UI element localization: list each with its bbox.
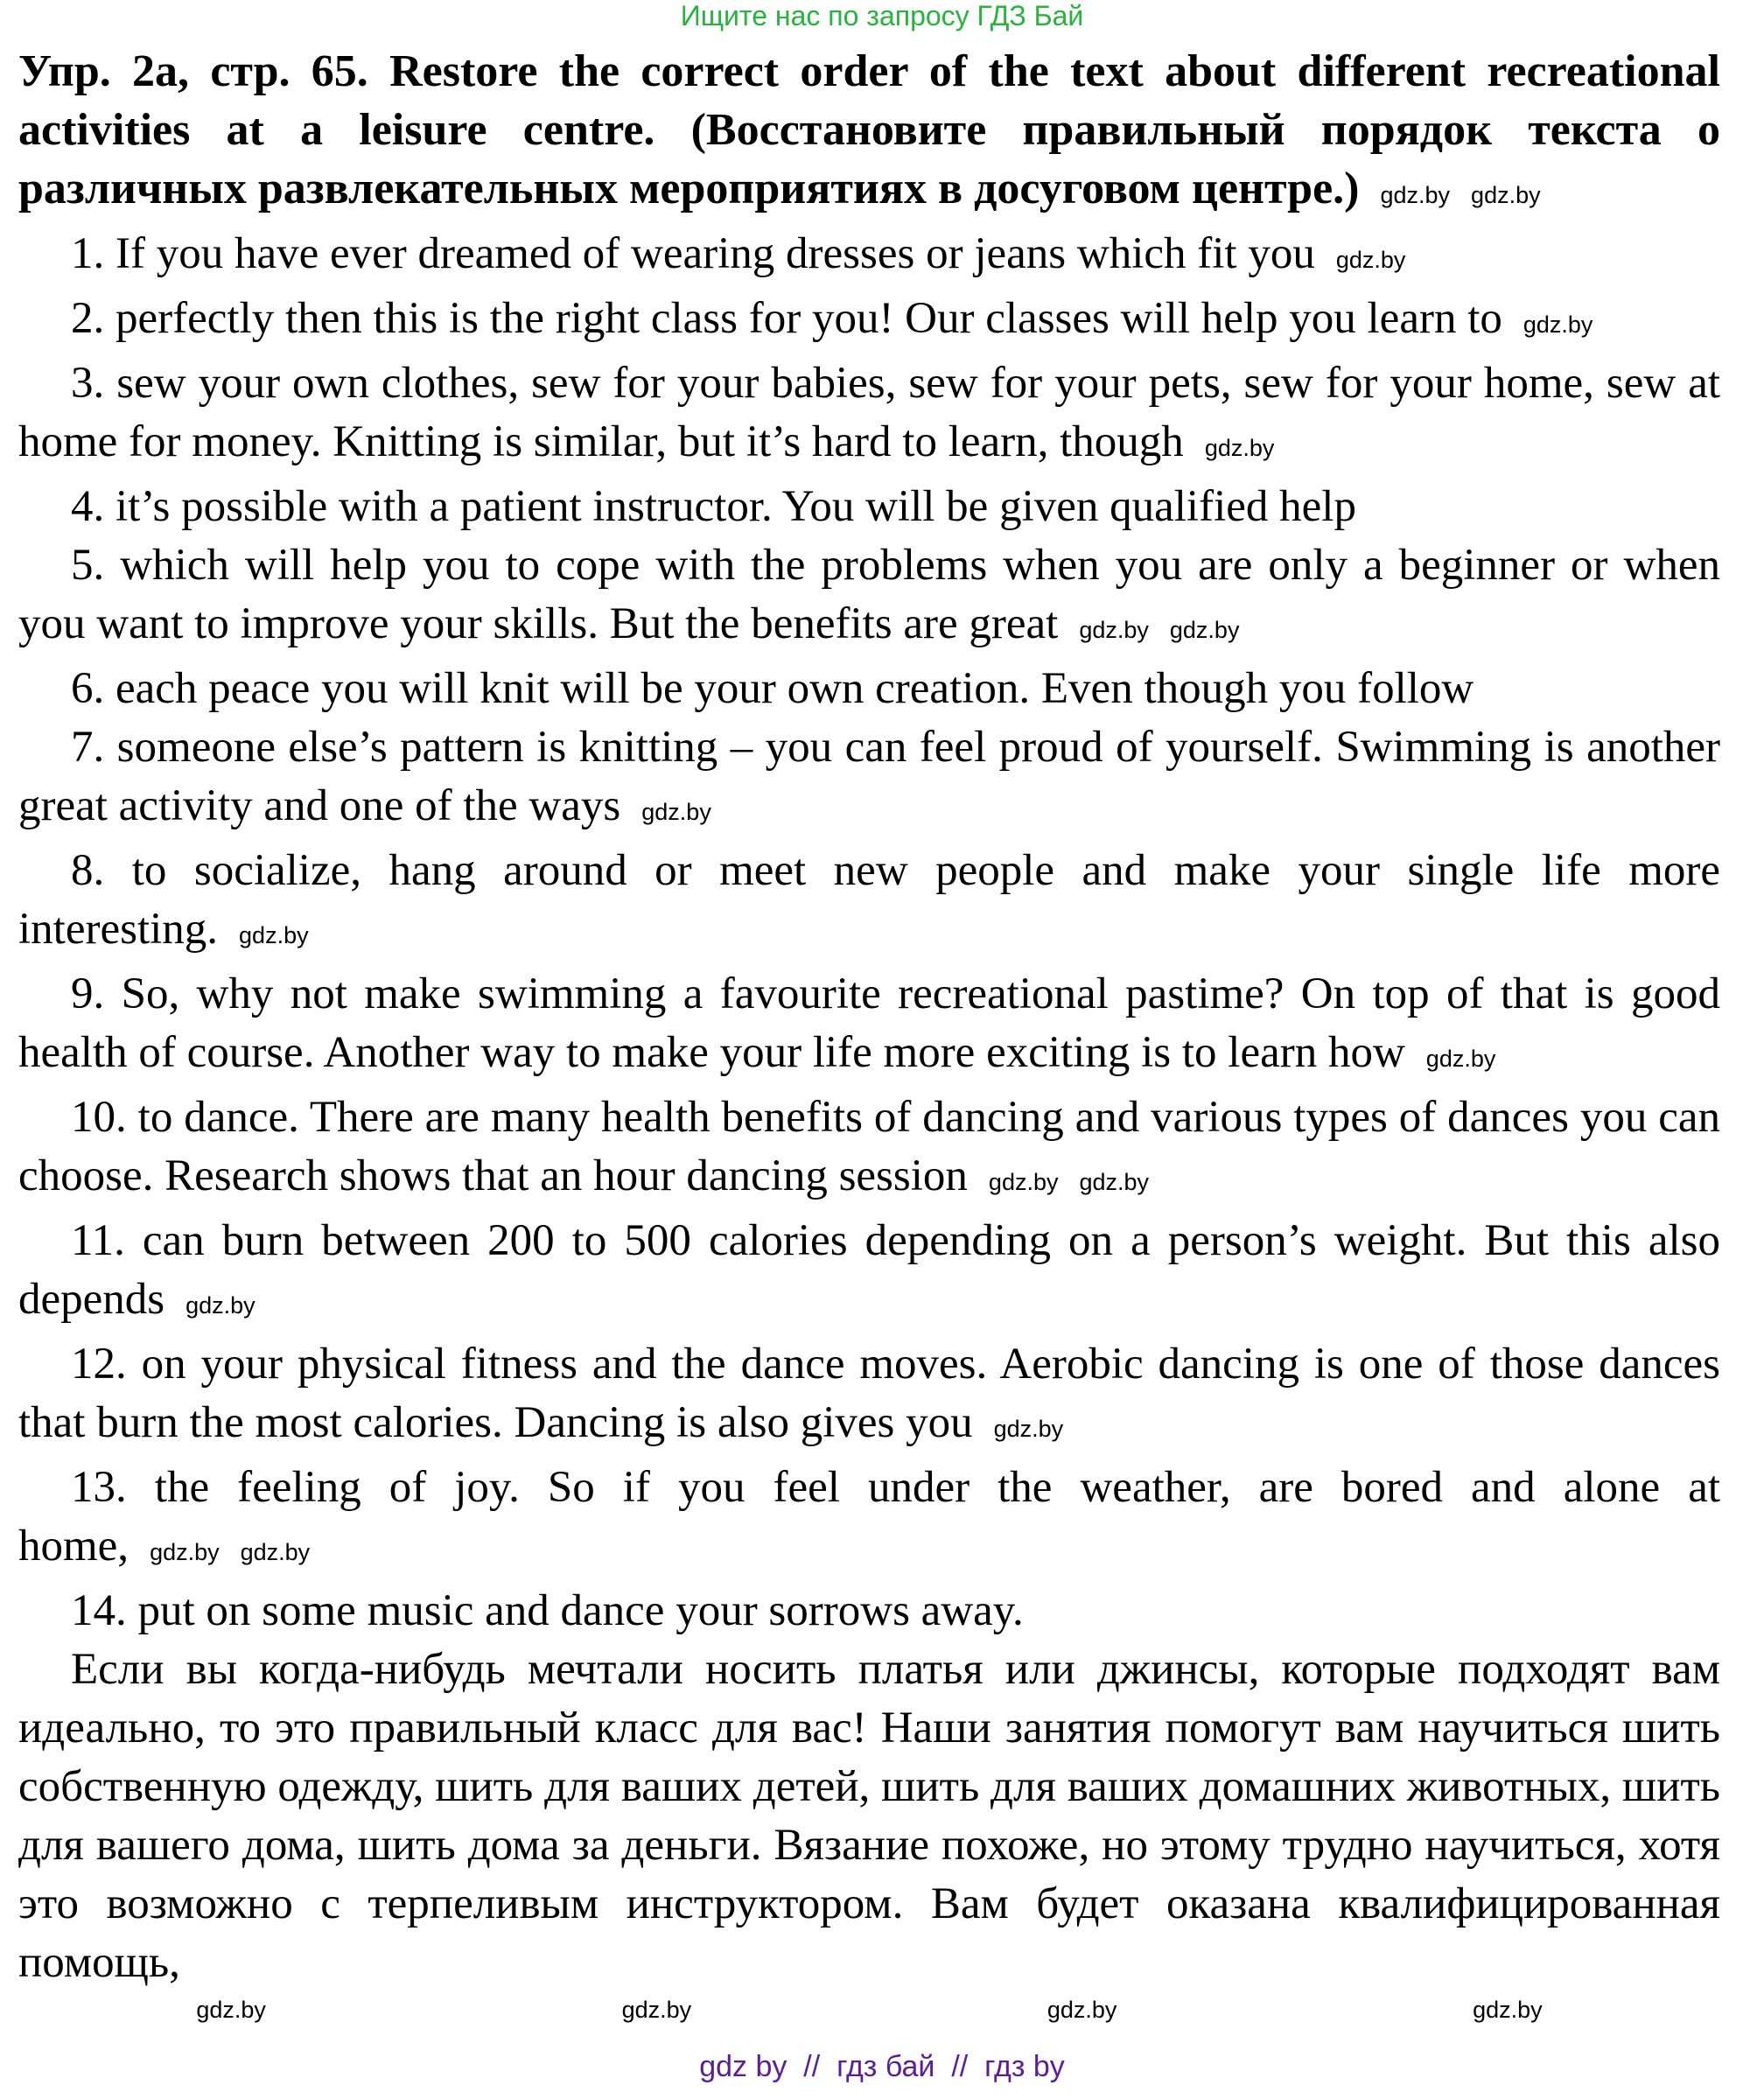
watermark-row <box>18 1992 1720 2027</box>
exercise-title-text: Упр. 2a, стр. 65. Restore the correct order of the text about different recreational activities at a leisure centre. (Восстановите правильный порядок текста о различных развлекательных мероприятиях в досуговом центре.) <box>18 46 1720 213</box>
list-item <box>18 1088 1720 1212</box>
watermark: gdz.by <box>1169 617 1240 643</box>
watermark: gdz.by <box>186 1292 256 1319</box>
list-item-text: 10. to dance. There are many health benefits of dancing and various types of dances you can choose. Research shows that an hour dancing session <box>18 1093 1720 1200</box>
list-item-text: 1. If you have ever dreamed of wearing dresses or jeans which fit you <box>71 229 1315 278</box>
watermark: gdz.by <box>1380 182 1451 208</box>
list-item-text: 12. on your physical fitness and the dance moves. Aerobic dancing is one of those dances that burn the most calories. Dancing is also gives you <box>18 1340 1720 1447</box>
list-item-text: 11. can burn between 200 to 500 calories depending on a person’s weight. But this also depends <box>18 1216 1720 1324</box>
list-item <box>18 965 1720 1088</box>
watermark: gdz.by <box>621 1997 692 2023</box>
watermark: gdz.by <box>988 1169 1059 1195</box>
watermark: gdz.by <box>240 1539 311 1565</box>
watermark: gdz.by <box>1473 1997 1543 2023</box>
exercise-content <box>18 42 1720 2027</box>
watermark: gdz.by <box>1335 247 1406 273</box>
watermark: gdz.by <box>1425 1046 1496 1072</box>
watermark: gdz.by <box>1204 435 1275 461</box>
watermark: gdz.by <box>1471 182 1541 208</box>
list-item-text: 14. put on some music and dance your sorrows away. <box>71 1586 1024 1635</box>
list-item <box>18 1582 1720 1641</box>
watermark: gdz.by <box>1079 617 1149 643</box>
list-item-text: 7. someone else’s pattern is knitting – you can feel proud of yourself. Swimming is another great activity and one of the ways <box>18 723 1720 830</box>
watermark: gdz.by <box>641 799 711 825</box>
watermark: gdz.by <box>239 922 309 948</box>
watermark: gdz.by <box>1079 1169 1150 1195</box>
list-item <box>18 718 1720 842</box>
watermark: gdz.by <box>196 1997 266 2023</box>
watermark: gdz.by <box>150 1539 220 1565</box>
list-item-text: 2. perfectly then this is the right class for you! Our classes will help you learn to <box>71 294 1502 343</box>
list-item-text: 3. sew your own clothes, sew for your babies, sew for your pets, sew for your home, sew at home for money. Knitting is similar, but it’s hard to learn, though <box>18 359 1720 466</box>
list-item-text: 4. it’s possible with a patient instructor. You will be given qualified help <box>71 482 1356 531</box>
list-item-text: 9. So, why not make swimming a favourite recreational pastime? On top of that is good health of course. Another way to make your life more exciting is to learn how <box>18 969 1720 1077</box>
list-item <box>18 1459 1720 1582</box>
translation-paragraph <box>18 1641 1720 1992</box>
list-item <box>18 536 1720 660</box>
list-item <box>18 225 1720 290</box>
list-item-text: 5. which will help you to cope with the problems when you are only a beginner or when you want to improve your skills. But the benefits are great <box>18 541 1720 648</box>
list-item <box>18 290 1720 354</box>
list-item <box>18 354 1720 478</box>
list-item <box>18 660 1720 718</box>
watermark: gdz.by <box>1522 311 1593 338</box>
watermark: gdz.by <box>993 1416 1064 1442</box>
exercise-title <box>18 42 1720 225</box>
list-item-text: 8. to socialize, hang around or meet new people and make your single life more interesting. <box>18 846 1720 954</box>
watermark: gdz.by <box>1046 1997 1117 2023</box>
list-item <box>18 478 1720 536</box>
translation-text: Если вы когда-нибудь мечтали носить платья или джинсы, которые подходят вам идеально, то это правильный класс для вас! Наши занятия помогут вам научиться шить собственную одежду, шить для ваших детей, шить для ваших домашних животных, шить для вашего дома, шить дома за деньги. Вязание похоже, но этому трудно научиться, хотя это возможно с терпеливым инструктором. Вам будет оказана квалифицированная помощь, <box>18 1645 1720 1987</box>
list-item-text: 13. the feeling of joy. So if you feel under the weather, are bored and alone at home, <box>18 1463 1720 1571</box>
list-item <box>18 1212 1720 1335</box>
list-item <box>18 1335 1720 1459</box>
list-item-text: 6. each peace you will knit will be your own creation. Even though you follow <box>71 664 1474 713</box>
search-hint-link[interactable]: Ищите нас по запросу ГДЗ Бай <box>680 0 1084 31</box>
list-item <box>18 842 1720 965</box>
footer-link[interactable]: gdz by // гдз бай // гдз by <box>699 2050 1065 2083</box>
